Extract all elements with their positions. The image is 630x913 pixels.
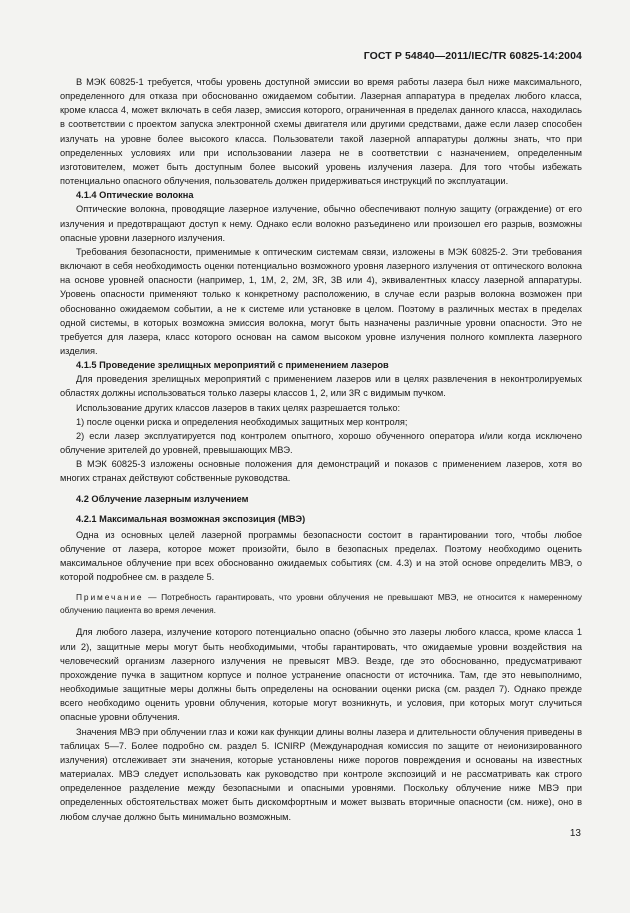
paragraph: В МЭК 60825-1 требуется, чтобы уровень доступной эмиссии во время работы лазера был ниже максимального, определенного для отказа при обоснованно ожидаемом событии. Лазерная аппаратура в пределах любого класса, кроме класса 4, может включать в себя лазер, эмиссия которого, ограниченная в пределах данного класса, находилась в соответствии с проектом запуска электронной схемы двигателя или другими средствами, даже если лазер способен излучать на уровне более высокого класса. Пользователи такой лазерной аппаратуры должны знать, что при определенных условиях или при использовании лазера не в соответствии с назначением, определенным изготовителем, может быть доступным более высокий уровень излучения лазера. Для того чтобы избежать потенциально опасного облучения, пользователь должен придерживаться инструкций по эксплуатации. — [60, 77, 582, 187]
note — [60, 591, 582, 617]
section-heading-4-2-1: 4.2.1 Максимальная возможная экспозиция (МВЭ) — [76, 513, 306, 524]
page-number: 13 — [569, 828, 581, 839]
list-item: 2) если лазер эксплуатируется под контролем опытного, хорошо обученного оператора и/или когда исключено облучение зрителей до уровней, превышающих МВЭ. — [60, 430, 582, 456]
paragraph: Для любого лазера, излучение которого потенциально опасно (обычно это лазеры любого класса, кроме класса 1 или 2), защитные меры могут быть необходимыми, чтобы гарантировать, что ожидаемые уровни воздействия на человеческий организм лазерного излучения не превысят МВЭ. Везде, где это обоснованно, предусматривают прохождение пучка в защитном корпусе и полное устранение опасности от источника. Там, где это невыполнимо, необходимые защитные меры должны быть определены на основании оценки риска (см. раздел 7). Однако прежде всего необходимо оценить уровни облучения, которые могут возникнуть, и условия, при которых могут случиться опасные уровни облучения. — [60, 627, 582, 723]
paragraph: Одна из основных целей лазерной программы безопасности состоит в гарантировании того, чтобы любое облучение от лазера, которое может произойти, было в безопасных пределах. Поэтому необходимо оценить максимальное облучение при всех обоснованно ожидаемых событиях (см. 4.3) и на этой основе определить МВЭ, о которой подробнее см. в разделе 5. — [60, 529, 582, 583]
section-heading-4-1-4: 4.1.4 Оптические волокна — [76, 190, 194, 201]
paragraph: Значения МВЭ при облучении глаз и кожи как функции длины волны лазера и длительности облучения приведены в таблицах 5—7. Более подробно см. раздел 5. ICNIRP (Международная комиссия по защите от неионизированного излучения) отслеживает эти значения, которые установлены ниже порогов повреждения и основаны на известных материалах. МВЭ следует использовать как руководство при контроле экспозиций и не рассматривать как строго определенное разделение между безопасными и опасными уровнями. Поскольку облучение ниже МВЭ при определенных обстоятельствах может быть дискомфортным и может вызвать вторичные опасности (см. ниже), оно в любом случае должно быть минимально возможным. — [60, 726, 582, 822]
note-label: Примечание — [76, 592, 144, 603]
list-item: 1) после оценки риска и определения необходимых защитных мер контроля; — [76, 416, 408, 427]
paragraph: Оптические волокна, проводящие лазерное излучение, обычно обеспечивают полную защиту (ограждение) от его излучения и предотвращают доступ к нему. Однако если волокно разъединено или произошел его разрыв, возможны опасные уровни лазерного излучения. — [60, 204, 582, 243]
section-heading-4-1-5: 4.1.5 Проведение зрелищных мероприятий с применением лазеров — [76, 360, 389, 371]
paragraph: Для проведения зрелищных мероприятий с применением лазеров или в целях развлечения в неконтролируемых областях должны использоваться только лазеры классов 1, 2, или 3R с видимым пучком. — [60, 374, 582, 399]
paragraph: Использование других классов лазеров в таких целях разрешается только: — [76, 402, 401, 413]
document-header: ГОСТ Р 54840—2011/IEC/TR 60825-14:2004 — [363, 50, 582, 62]
note-text: — Потребность гарантировать, что уровни облучения не превышают МВЭ, не относится к намеренному облучению пациента во время лечения. — [60, 592, 582, 616]
document-body — [60, 75, 582, 824]
section-heading-4-2: 4.2 Облучение лазерным излучением — [76, 493, 249, 504]
paragraph: Требования безопасности, применимые к оптическим системам связи, изложены в МЭК 60825-2. Эти требования включают в себя необходимость оценки потенциально возможного уровня лазерного излучения от оптического волокна на основе уровней опасности (например, 1, 1M, 2, 2M, 3R, 3B или 4), эквивалентных классу лазерной аппаратуры. Уровень опасности применяют только к конкретному расположению, в случае если разрыв волокна возможен при обоснованно ожидаемом событии, а не к системе или установке в целом. Поэтому в различных местах в пределах одной системы, в которых возможна эмиссия волокна, могут быть назначены различные уровни опасности. Это не требуется для лазера, класс которого основан на самом высоком уровне излучения полного комплекта лазерного изделия. — [60, 246, 582, 356]
paragraph: В МЭК 60825-3 изложены основные положения для демонстраций и показов с применением лазеров, хотя во многих странах действуют собственные руководства. — [60, 459, 582, 484]
